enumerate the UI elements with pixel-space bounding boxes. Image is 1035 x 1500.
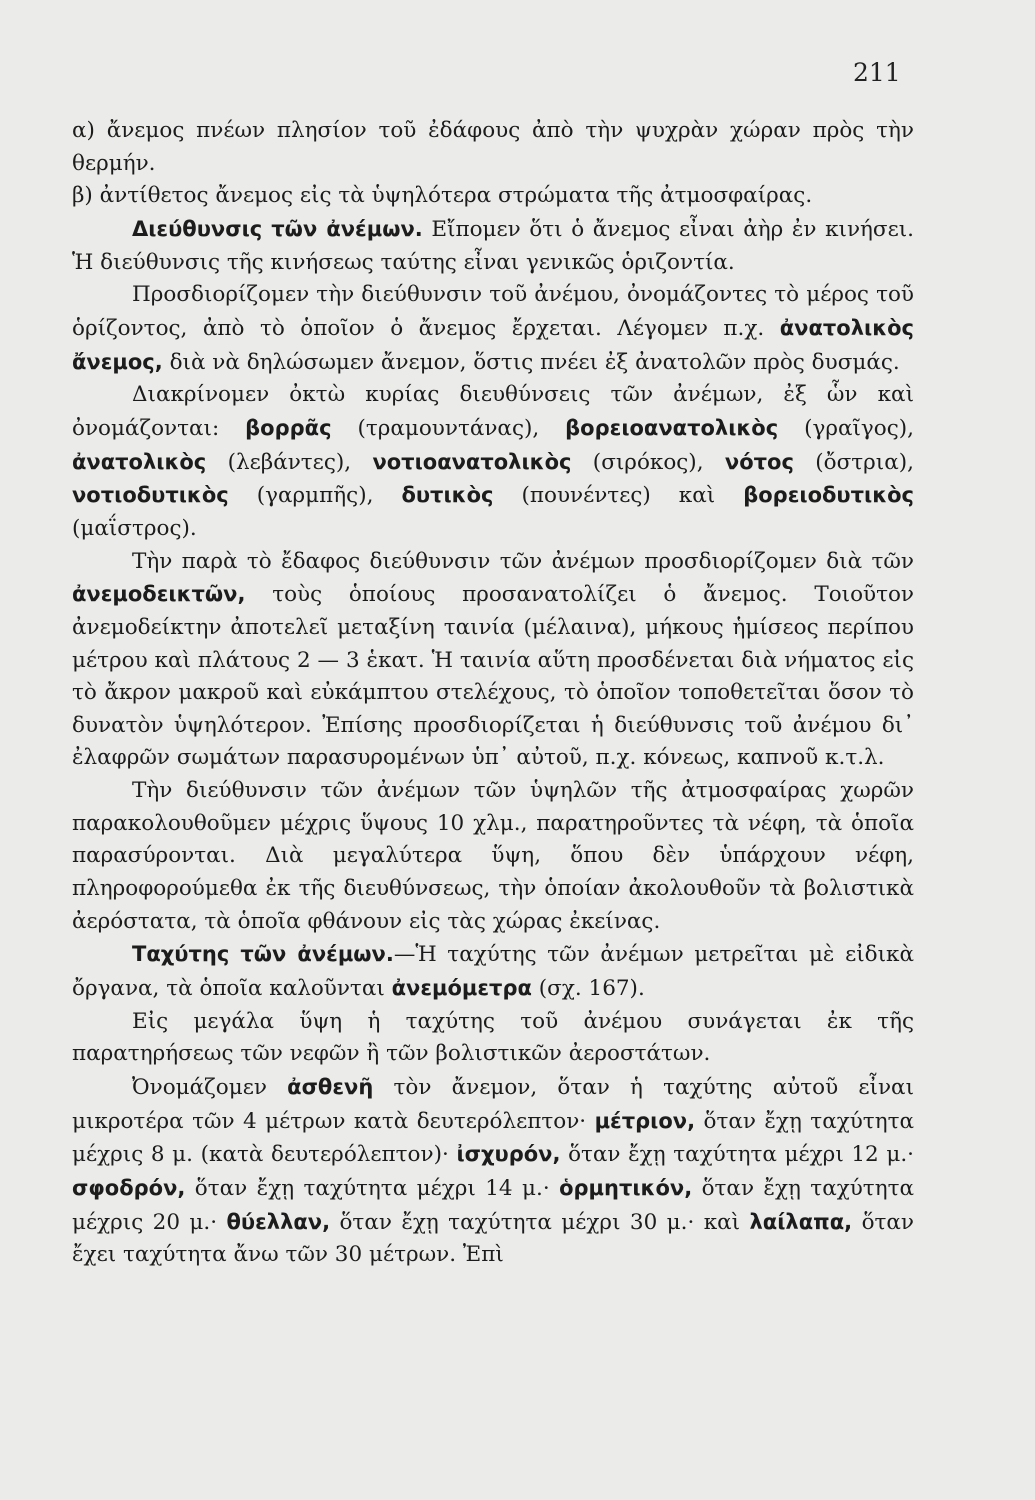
bold-term: νοτιοανατολικὸς bbox=[372, 449, 572, 474]
paragraph-wind-vanes bbox=[72, 546, 914, 776]
paragraph-wind-a bbox=[72, 115, 914, 180]
text-run: ὅταν ἔχῃ ταχύτητα μέχρι 30 μ.· καὶ bbox=[330, 1209, 750, 1235]
text-run: Προσδιορίζομεν τὴν διεύθυνσιν τοῦ ἀνέμου, ὀνομάζοντες τὸ μέρος τοῦ ὁρίζοντος, ἀπὸ τὸ ὁποῖον ὁ ἄνεμος ἔρχεται. Λέγομεν π.χ. bbox=[72, 282, 914, 341]
paragraph-wind-direction bbox=[72, 213, 914, 279]
text-run: Ὀνομάζομεν bbox=[132, 1075, 288, 1101]
paragraph-determining-direction bbox=[72, 279, 914, 379]
paragraph-wind-b bbox=[72, 180, 914, 213]
text-run: (γραῖγος), bbox=[778, 415, 914, 441]
text-run: (σιρόκος), bbox=[571, 449, 725, 475]
text-run: (πουνέντες) καὶ bbox=[493, 483, 744, 509]
bold-term: λαίλαπα, bbox=[749, 1209, 853, 1234]
bold-term: βορρᾶς bbox=[245, 415, 332, 440]
text-run: Τὴν διεύθυνσιν τῶν ἀνέμων τῶν ὑψηλῶν τῆς ἀτμοσφαίρας χωρῶν παρακολουθοῦμεν μέχρις ὕψους 10 χλμ., παρατηροῦντες τὰ νέφη, τὰ ὁποῖα παρασύρονται. Διὰ μεγαλύτερα ὕψη, ὅπου δὲν ὑπάρχουν νέφη, πληροφορούμεθα ἐκ τῆς διευθύνσεως, τὴν ὁποίαν ἀκολουθοῦν τὰ βολιστικὰ ἀερόστατα, τὰ ὁποῖα φθάνουν εἰς τὰς χώρας ἐκείνας. bbox=[72, 778, 914, 934]
text-run: α) ἄνεμος πνέων πλησίον τοῦ ἐδάφους ἀπὸ τὴν ψυχρὰν χώραν πρὸς τὴν θερμήν. bbox=[72, 118, 914, 176]
bold-term: ἀσθενῆ bbox=[287, 1075, 374, 1100]
bold-term: ἀνατολικὸς bbox=[72, 449, 207, 474]
bold-term: μέτριον, bbox=[594, 1108, 696, 1133]
text-run: ὅταν ἔχῃ ταχύτητα μέχρι 12 μ.· bbox=[560, 1142, 914, 1168]
bold-term: ἀνεμόμετρα bbox=[391, 976, 532, 1001]
text-run: β) ἀντίθετος ἄνεμος εἰς τὰ ὑψηλότερα στρώματα τῆς ἀτμοσφαίρας. bbox=[72, 183, 813, 209]
bold-term: Διεύθυνσις τῶν ἀνέμων. bbox=[132, 216, 423, 241]
text-run: Τὴν παρὰ τὸ ἔδαφος διεύθυνσιν τῶν ἀνέμων προσδιορίζομεν διὰ τῶν bbox=[132, 548, 914, 574]
text-run: (σχ. 167). bbox=[531, 976, 645, 1002]
text-run: Εἴπομεν ὅτι ὁ ἄνεμος εἶναι ἀὴρ ἐν κινήσει. Ἡ διεύθυνσις τῆς κινήσεως ταύτης εἶναι γενικῶς ὁριζοντία. bbox=[72, 216, 914, 275]
text-run: —Ἡ ταχύτης τῶν ἀνέμων μετρεῖται μὲ εἰδικὰ ὄργανα, τὰ ὁποῖα καλοῦνται bbox=[72, 942, 914, 1002]
paragraph-wind-classes bbox=[72, 1071, 914, 1272]
bold-term: βορειοανατολικὸς bbox=[565, 415, 779, 440]
text-run: (λεβάντες), bbox=[206, 449, 373, 475]
text-run: (ὄστρια), bbox=[793, 449, 914, 475]
text-run: Εἰς μεγάλα ὕψη ἡ ταχύτης τοῦ ἀνέμου συνάγεται ἐκ τῆς παρατηρήσεως τῶν νεφῶν ἢ τῶν βολιστικῶν ἀεροστάτων. bbox=[72, 1008, 914, 1067]
bold-term: ἀνεμοδεικτῶν, bbox=[72, 582, 246, 607]
paragraph-upper-winds bbox=[72, 775, 914, 938]
bold-term: Ταχύτης τῶν ἀνέμων. bbox=[132, 942, 394, 967]
text-run: (μαΐστρος). bbox=[72, 515, 197, 541]
text-run: διὰ νὰ δηλώσωμεν ἄνεμον, ὅστις πνέει ἐξ ἀνατολῶν πρὸς δυσμάς. bbox=[162, 349, 900, 375]
text-run: ὅταν ἔχῃ ταχύτητα μέχρι 14 μ.· bbox=[185, 1176, 560, 1201]
text-run: Διακρίνομεν ὀκτὼ κυρίας διευθύνσεις τῶν ἀνέμων, ἐξ ὧν καὶ ὀνομάζονται: bbox=[72, 382, 914, 441]
text-run: τὸν ἄνεμον, ὅταν ἡ ταχύτης αὐτοῦ εἶναι μικροτέρα τῶν 4 μέτρων κατὰ δευτερόλεπτον· bbox=[72, 1075, 914, 1134]
paragraph-eight-directions bbox=[72, 379, 914, 545]
body-text bbox=[72, 115, 914, 1272]
bold-term: νοτιοδυτικὸς bbox=[72, 483, 229, 508]
paragraph-wind-speed bbox=[72, 938, 914, 1005]
text-run: ὅταν ἔχῃ ταχύτητα μέχρις 8 μ. (κατὰ δευτερόλεπτον)· bbox=[72, 1108, 914, 1168]
bold-term: ἰσχυρόν, bbox=[456, 1142, 561, 1167]
bold-term: σφοδρόν, bbox=[72, 1176, 186, 1200]
text-run: ὅταν ἔχῃ ταχύτητα μέχρις 20 μ.· bbox=[72, 1176, 914, 1235]
bold-term: βορειοδυτικὸς bbox=[743, 483, 914, 508]
text-run: ὅταν ἔχει ταχύτητα ἄνω τῶν 30 μέτρων. Ἐπὶ bbox=[72, 1209, 914, 1268]
text-run: (τραμουντάνας), bbox=[331, 415, 566, 441]
bold-term: θύελλαν, bbox=[226, 1209, 331, 1234]
page-number: 211 bbox=[853, 58, 901, 87]
text-run: (γαρμπῆς), bbox=[228, 483, 402, 509]
bold-term: ὁρμητικόν, bbox=[559, 1176, 693, 1200]
text-run: τοὺς ὁποίους προσανατολίζει ὁ ἄνεμος. Τοιοῦτον ἀνεμοδείκτην ἀποτελεῖ μεταξίνη ταινία (μέλαινα), μήκους ἡμίσεος περίπου μέτρου καὶ πλάτους 2 — 3 ἑκατ. Ἡ ταινία αὕτη προσδένεται διὰ νήματος εἰς τὸ ἄκρον μακροῦ καὶ εὐκάμπτου στελέχους, τὸ ὁποῖον τοποθετεῖται ὅσον τὸ δυνατὸν ὑψηλότερον. Ἐπίσης προσδιορίζεται ἡ διεύθυνσις τοῦ ἀνέμου δι᾿ ἐλαφρῶν σωμάτων παρασυρομένων ὑπ᾿ αὐτοῦ, π.χ. κόνεως, καπνοῦ κ.τ.λ. bbox=[72, 582, 914, 771]
paragraph-high-altitude-speed bbox=[72, 1006, 914, 1071]
bold-term: νότος bbox=[724, 449, 794, 474]
bold-term: ἀνατολικὸς ἄνεμος, bbox=[72, 315, 914, 374]
bold-term: δυτικὸς bbox=[401, 483, 494, 508]
